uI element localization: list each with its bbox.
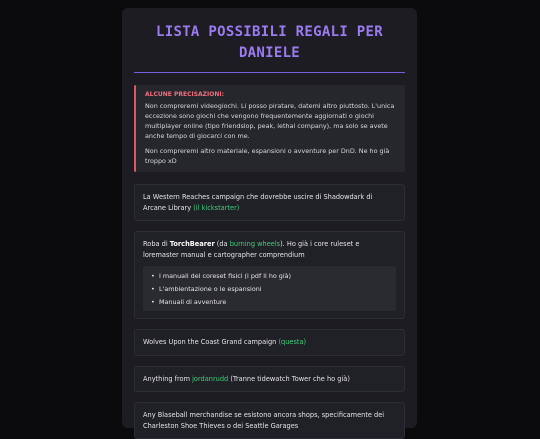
notes-callout	[134, 85, 405, 172]
item-text: (da	[214, 240, 230, 248]
campaign-link[interactable]: (questa)	[278, 338, 307, 346]
page-title: LISTA POSSIBILI REGALI PER DANIELE	[156, 24, 383, 61]
sublist-item: • L'ambientazione o le espansioni	[159, 282, 390, 295]
list-item	[134, 329, 405, 356]
item-text: La Western Reaches campaign che dovrebbe uscire di Shadowdark di Arcane Library	[143, 193, 373, 212]
item-bold-text: TorchBearer	[169, 240, 215, 248]
item-text: (Tranne tidewatch Tower che ho già)	[228, 374, 350, 383]
note-paragraph: Non compreremi videogiochi. Li posso piratare, datemi altro piuttosto. L'unica eccezione sono giochi che vengono frequentemente aggiornati o giochi multiplayer online (tipo friendslop, peak, lethal company), ma solo se avete anche tempo di giocarci con me.	[145, 102, 395, 140]
sublist-item: • I manuali del coreset fisici (i pdf li ho già)	[159, 269, 390, 282]
list-item	[134, 184, 405, 221]
kickstarter-link[interactable]: (il kickstarter)	[193, 203, 240, 212]
item-text: Anything from	[143, 374, 193, 383]
list-item	[134, 231, 405, 319]
item-text: ). Ho già i core ruleset e loremaster manual e cartographer comprendium	[143, 240, 360, 259]
burning-wheels-link[interactable]: burning wheels	[229, 240, 281, 248]
list-item	[134, 402, 405, 439]
item-text: Wolves Upon the Coast Grand campaign	[143, 338, 279, 346]
item-text: Roba di	[143, 240, 170, 248]
torchbearer-sublist	[143, 266, 396, 311]
item-text: Any Blaseball merchandise se esistono ancora shops, specificamente dei Charleston Shoe Thieves o dei Seattle Garages	[143, 411, 385, 430]
list-item	[134, 366, 405, 393]
gift-list-card	[122, 8, 417, 428]
jordanrudd-link[interactable]: jordanrudd	[192, 374, 229, 383]
sublist-item: • Manuali di avventure	[159, 295, 390, 308]
notes-title: ALCUNE PRECISAZIONI:	[145, 91, 225, 98]
title-divider	[134, 72, 405, 73]
note-paragraph: Non compreremi altro materiale, espansioni o avventure per DnD. Ne ho già troppo xD	[145, 147, 390, 165]
